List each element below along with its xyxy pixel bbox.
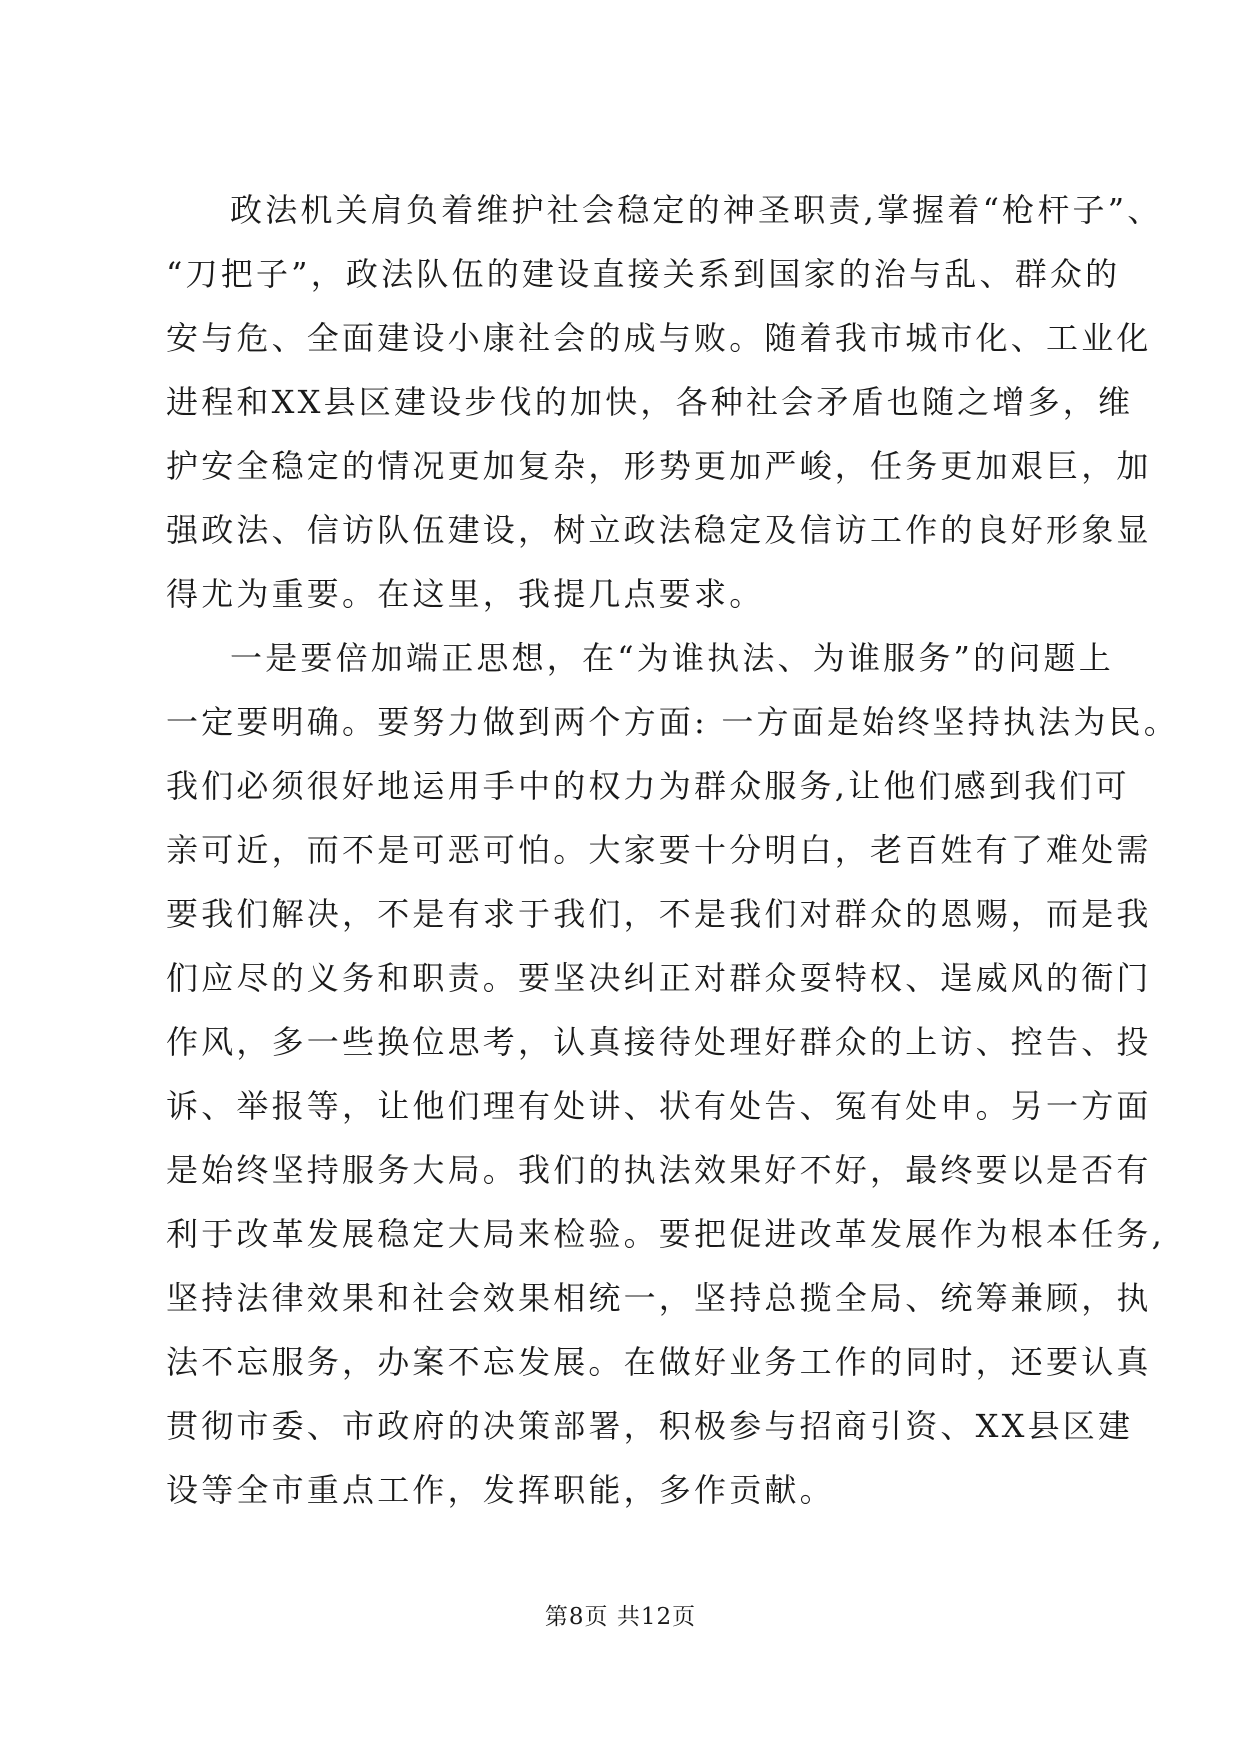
paragraph-1-line-2: “刀把子”，政法队伍的建设直接关系到国家的治与乱、群众的 — [166, 255, 1121, 293]
page-footer: 第8页 共12页 — [544, 1604, 697, 1630]
paragraph-2-line-8: 诉、举报等，让他们理有处讲、状有处告、冤有处申。另一方面 — [166, 1087, 1152, 1125]
paragraph-2-line-10: 利于改革发展稳定大局来检验。要把促进改革发展作为根本任务, — [166, 1215, 1165, 1253]
paragraph-1-line-4: 进程和XX县区建设步伐的加快，各种社会矛盾也随之增多，维 — [166, 383, 1134, 421]
paragraph-2-line-4: 亲可近，而不是可恶可怕。大家要十分明白，老百姓有了难处需 — [166, 831, 1152, 869]
paragraph-1-line-6: 强政法、信访队伍建设，树立政法稳定及信访工作的良好形象显 — [166, 511, 1152, 549]
paragraph-2-line-11: 坚持法律效果和社会效果相统一，坚持总揽全局、统筹兼顾，执 — [166, 1279, 1152, 1317]
paragraph-1-line-3: 安与危、全面建设小康社会的成与败。随着我市城市化、工业化 — [166, 319, 1152, 357]
paragraph-1-line-7: 得尤为重要。在这里，我提几点要求。 — [166, 575, 765, 613]
paragraph-2-line-7: 作风，多一些换位思考，认真接待处理好群众的上访、控告、投 — [166, 1023, 1152, 1061]
paragraph-2-line-3: 我们必须很好地运用手中的权力为群众服务,让他们感到我们可 — [166, 767, 1130, 805]
paragraph-2-line-6: 们应尽的义务和职责。要坚决纠正对群众耍特权、逞威风的衙门 — [166, 959, 1152, 997]
paragraph-2-line-9: 是始终坚持服务大局。我们的执法效果好不好，最终要以是否有 — [166, 1151, 1152, 1189]
document-body — [166, 178, 1179, 1522]
paragraph-1-line-1: 政法机关肩负着维护社会稳定的神圣职责,掌握着“枪杆子”、 — [230, 191, 1163, 229]
paragraph-2-line-2: 一定要明确。要努力做到两个方面: 一方面是始终坚持执法为民。 — [166, 703, 1179, 741]
paragraph-1-line-5: 护安全稳定的情况更加复杂，形势更加严峻，任务更加艰巨，加 — [166, 447, 1152, 485]
paragraph-2-line-14: 设等全市重点工作，发挥职能，多作贡献。 — [166, 1471, 835, 1509]
paragraph-2-line-1: 一是要倍加端正思想，在“为谁执法、为谁服务”的问题上 — [230, 639, 1114, 677]
paragraph-2-line-12: 法不忘服务，办案不忘发展。在做好业务工作的同时，还要认真 — [166, 1343, 1152, 1381]
paragraph-2-line-5: 要我们解决，不是有求于我们，不是我们对群众的恩赐，而是我 — [166, 895, 1152, 933]
paragraph-2-line-13: 贯彻市委、市政府的决策部署，积极参与招商引资、XX县区建 — [166, 1407, 1134, 1445]
